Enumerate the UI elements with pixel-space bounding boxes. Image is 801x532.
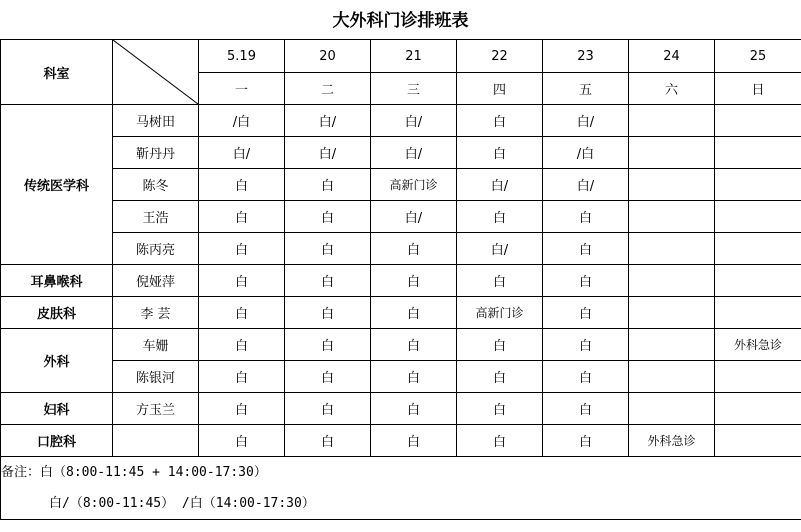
date-cell: 23 bbox=[543, 40, 629, 73]
table-row bbox=[1, 425, 801, 457]
shift-cell: 白 bbox=[285, 265, 371, 297]
doctor-name: 陈银河 bbox=[113, 361, 199, 393]
department-name: 皮肤科 bbox=[1, 297, 113, 329]
shift-cell: 白 bbox=[543, 265, 629, 297]
shift-cell: 白 bbox=[371, 265, 457, 297]
date-cell: 5.19 bbox=[199, 40, 285, 73]
shift-cell bbox=[629, 329, 715, 361]
table-row bbox=[1, 105, 801, 137]
diagonal-line bbox=[113, 40, 198, 104]
doctor-name: 陈丙亮 bbox=[113, 233, 199, 265]
table-row bbox=[1, 201, 801, 233]
shift-cell: 白 bbox=[199, 361, 285, 393]
department-header: 科室 bbox=[1, 40, 113, 105]
shift-cell: 白/ bbox=[457, 169, 543, 201]
notes-row bbox=[1, 457, 801, 520]
shift-cell bbox=[629, 297, 715, 329]
shift-cell bbox=[715, 425, 801, 457]
shift-cell: 白 bbox=[285, 169, 371, 201]
notes-cell bbox=[1, 457, 801, 520]
table-row bbox=[1, 137, 801, 169]
shift-cell: 白/ bbox=[543, 169, 629, 201]
shift-cell: 高新门诊 bbox=[371, 169, 457, 201]
shift-cell: 白/ bbox=[371, 105, 457, 137]
shift-cell: 白 bbox=[371, 297, 457, 329]
date-cell: 22 bbox=[457, 40, 543, 73]
shift-cell: 白 bbox=[199, 329, 285, 361]
shift-cell: 白 bbox=[543, 233, 629, 265]
shift-cell: 白 bbox=[457, 425, 543, 457]
shift-cell: 白/ bbox=[371, 201, 457, 233]
shift-cell: 白/ bbox=[199, 137, 285, 169]
shift-cell: 白/ bbox=[285, 105, 371, 137]
schedule-table bbox=[0, 39, 801, 520]
weekday-cell: 五 bbox=[543, 73, 629, 105]
doctor-name bbox=[113, 425, 199, 457]
shift-cell: 白 bbox=[371, 361, 457, 393]
shift-cell bbox=[715, 201, 801, 233]
shift-cell bbox=[715, 233, 801, 265]
shift-cell bbox=[715, 137, 801, 169]
shift-cell: 白/ bbox=[457, 233, 543, 265]
shift-cell: 高新门诊 bbox=[457, 297, 543, 329]
shift-cell bbox=[629, 393, 715, 425]
shift-cell bbox=[629, 361, 715, 393]
shift-cell: /白 bbox=[199, 105, 285, 137]
table-row bbox=[1, 169, 801, 201]
department-name: 耳鼻喉科 bbox=[1, 265, 113, 297]
shift-cell: 白 bbox=[457, 329, 543, 361]
shift-cell: 白 bbox=[543, 393, 629, 425]
shift-cell: 白 bbox=[371, 393, 457, 425]
date-cell: 21 bbox=[371, 40, 457, 73]
shift-cell: 外科急诊 bbox=[629, 425, 715, 457]
shift-cell: 白 bbox=[199, 201, 285, 233]
doctor-name: 车姗 bbox=[113, 329, 199, 361]
shift-cell: /白 bbox=[543, 137, 629, 169]
weekday-cell: 三 bbox=[371, 73, 457, 105]
shift-cell bbox=[715, 297, 801, 329]
doctor-name: 马树田 bbox=[113, 105, 199, 137]
shift-cell bbox=[629, 265, 715, 297]
date-header-row bbox=[1, 40, 801, 73]
table-row bbox=[1, 361, 801, 393]
department-name: 妇科 bbox=[1, 393, 113, 425]
shift-cell: 白 bbox=[371, 329, 457, 361]
department-name: 口腔科 bbox=[1, 425, 113, 457]
shift-cell: 白 bbox=[457, 137, 543, 169]
shift-cell: 白 bbox=[543, 201, 629, 233]
table-row bbox=[1, 393, 801, 425]
shift-cell: 白 bbox=[543, 425, 629, 457]
shift-cell: 白 bbox=[199, 233, 285, 265]
doctor-name: 靳丹丹 bbox=[113, 137, 199, 169]
department-name: 传统医学科 bbox=[1, 105, 113, 265]
table-row bbox=[1, 265, 801, 297]
shift-cell bbox=[629, 233, 715, 265]
shift-cell bbox=[715, 361, 801, 393]
shift-cell bbox=[715, 393, 801, 425]
date-cell: 24 bbox=[629, 40, 715, 73]
page-title: 大外科门诊排班表 bbox=[332, 11, 469, 31]
shift-cell: 白 bbox=[285, 297, 371, 329]
weekday-cell: 六 bbox=[629, 73, 715, 105]
doctor-name: 李 芸 bbox=[113, 297, 199, 329]
shift-cell: 白 bbox=[543, 329, 629, 361]
weekday-cell: 四 bbox=[457, 73, 543, 105]
table-row bbox=[1, 297, 801, 329]
shift-cell: 白/ bbox=[285, 137, 371, 169]
shift-cell: 白/ bbox=[543, 105, 629, 137]
shift-cell bbox=[629, 169, 715, 201]
shift-cell bbox=[715, 105, 801, 137]
shift-cell: 白 bbox=[285, 393, 371, 425]
shift-cell: 白 bbox=[199, 169, 285, 201]
doctor-name: 陈冬 bbox=[113, 169, 199, 201]
notes-line-2: 白/（8:00-11:45） /白（14:00-17:30） bbox=[49, 496, 315, 511]
shift-cell: 白 bbox=[371, 425, 457, 457]
weekday-cell: 一 bbox=[199, 73, 285, 105]
table-row bbox=[1, 233, 801, 265]
shift-cell: 白 bbox=[543, 297, 629, 329]
weekday-cell: 二 bbox=[285, 73, 371, 105]
doctor-name: 王浩 bbox=[113, 201, 199, 233]
shift-cell: 白 bbox=[285, 361, 371, 393]
table-row bbox=[1, 329, 801, 361]
shift-cell: 白 bbox=[285, 233, 371, 265]
doctor-name: 方玉兰 bbox=[113, 393, 199, 425]
shift-cell: 白 bbox=[285, 201, 371, 233]
shift-cell bbox=[629, 137, 715, 169]
shift-cell bbox=[629, 201, 715, 233]
shift-cell: 白 bbox=[457, 265, 543, 297]
shift-cell: 白 bbox=[457, 201, 543, 233]
notes-line-1: 备注：白（8:00-11:45 + 14:00-17:30） bbox=[1, 465, 267, 480]
shift-cell: 白/ bbox=[371, 137, 457, 169]
shift-cell: 白 bbox=[285, 329, 371, 361]
shift-cell: 白 bbox=[199, 425, 285, 457]
shift-cell: 白 bbox=[199, 265, 285, 297]
shift-cell bbox=[715, 169, 801, 201]
shift-cell: 白 bbox=[543, 361, 629, 393]
shift-cell: 白 bbox=[199, 297, 285, 329]
date-cell: 20 bbox=[285, 40, 371, 73]
shift-cell: 白 bbox=[285, 425, 371, 457]
shift-cell: 白 bbox=[457, 105, 543, 137]
shift-cell: 白 bbox=[199, 393, 285, 425]
shift-cell: 白 bbox=[457, 393, 543, 425]
shift-cell: 外科急诊 bbox=[715, 329, 801, 361]
shift-cell: 白 bbox=[457, 361, 543, 393]
doctor-name: 倪娅萍 bbox=[113, 265, 199, 297]
weekday-cell: 日 bbox=[715, 73, 801, 105]
department-name: 外科 bbox=[1, 329, 113, 393]
shift-cell: 白 bbox=[371, 233, 457, 265]
date-cell: 25 bbox=[715, 40, 801, 73]
shift-cell bbox=[715, 265, 801, 297]
shift-cell bbox=[629, 105, 715, 137]
diagonal-header-cell bbox=[113, 40, 199, 105]
